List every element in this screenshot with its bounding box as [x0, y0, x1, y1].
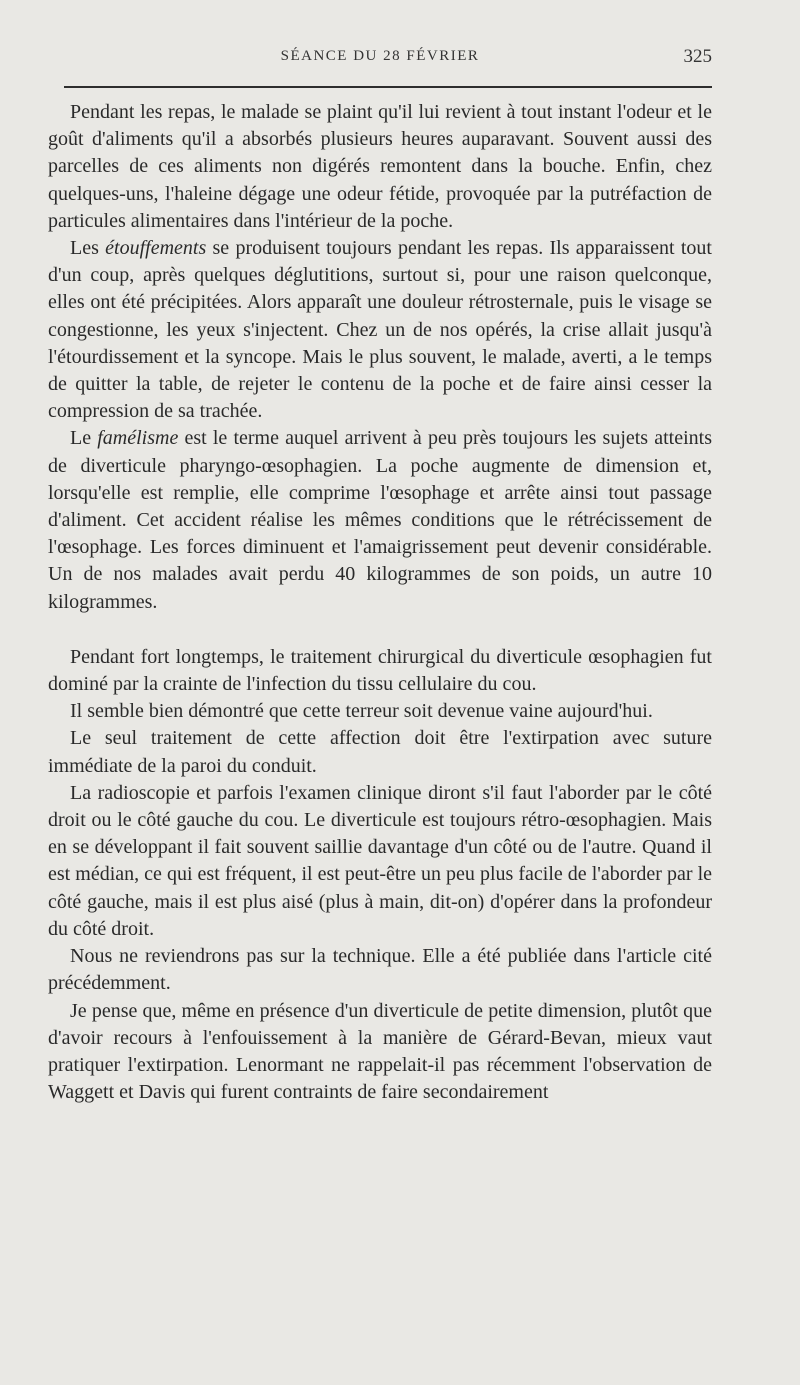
page-header: [48, 44, 712, 72]
paragraph: Nous ne reviendrons pas sur la technique. Elle a été publiée dans l'article cité précédemment.: [48, 945, 712, 995]
page-number: 325: [683, 46, 712, 67]
paragraph-lead: Les: [70, 237, 106, 260]
header-rule: [64, 86, 712, 88]
paragraph: [48, 235, 712, 425]
paragraph: Il semble bien démontré que cette terreur soit devenue vaine aujourd'hui.: [70, 700, 653, 723]
italic-term: famélisme: [97, 427, 179, 450]
paragraph: [48, 425, 712, 615]
paragraph: Pendant les repas, le malade se plaint qu'il lui revient à tout instant l'odeur et le goût d'aliments qu'il a absorbés plusieurs heures auparavant. Souvent aussi des parcelles de ces aliments non digérés remontent dans la bouche. Enfin, chez quelques-uns, l'haleine dégage une odeur fétide, provoquée par la putréfaction de particules alimentaires dans l'intérieur de la poche.: [48, 101, 712, 232]
paragraph: Le seul traitement de cette affection doit être l'extirpation avec suture immédiate de la paroi du conduit.: [48, 727, 712, 777]
paragraph-rest: est le terme auquel arrivent à peu près toujours les sujets atteints de diverticule pharyngo-œsophagien. La poche augmente de dimension et, lorsqu'elle est remplie, elle comprime l'œsophage et arrête ainsi tout passage d'aliment. Cet accident réalise les mêmes conditions que le rétrécissement de l'œsophage. Les forces diminuent et l'amaigrissement peut devenir considérable. Un de nos malades avait perdu 40 kilogrammes de son poids, un autre 10 kilogrammes.: [48, 427, 713, 613]
paragraph: Pendant fort longtemps, le traitement chirurgical du diverticule œsophagien fut dominé par la crainte de l'infection du tissu cellulaire du cou.: [48, 645, 712, 696]
italic-term: étouffements: [105, 237, 207, 260]
paragraph-lead: Le: [70, 427, 98, 450]
paragraph-rest: se produisent toujours pendant les repas. Ils apparaissent tout d'un coup, après quelques déglutitions, surtout si, pour une raison quelconque, elles ont été précipitées. Alors apparaît une douleur rétrosternale, puis le visage se congestionne, les yeux s'injectent. Chez un de nos opérés, la crise allait jusqu'à l'étourdissement et la syncope. Mais le plus souvent, le malade, averti, a le temps de quitter la table, de rejeter le contenu de la poche et de faire ainsi cesser la compression de sa trachée.: [48, 237, 712, 423]
paragraph: La radioscopie et parfois l'examen clinique diront s'il faut l'aborder par le côté droit ou le côté gauche du cou. Le diverticule est toujours rétro-œsophagien. Mais en se développant il fait souvent saillie davantage d'un côté ou de l'autre. Quand il est médian, ce qui est fréquent, il est peut-être un peu plus facile de l'aborder par le côté gauche, mais il est plus aisé (plus à main, dit-on) d'opérer dans la profondeur du côté droit.: [48, 781, 712, 940]
paragraph: Je pense que, même en présence d'un diverticule de petite dimension, plutôt que d'avoir recours à l'enfouissement à la manière de Gérard-Bevan, mieux vaut pratiquer l'extirpation. Lenormant ne rappelait-il pas récemment l'observation de Waggett et Davis qui furent contraints de faire secondairement: [48, 999, 712, 1104]
running-title: SÉANCE DU 28 FÉVRIER: [280, 48, 480, 64]
body-text: [48, 99, 712, 1106]
